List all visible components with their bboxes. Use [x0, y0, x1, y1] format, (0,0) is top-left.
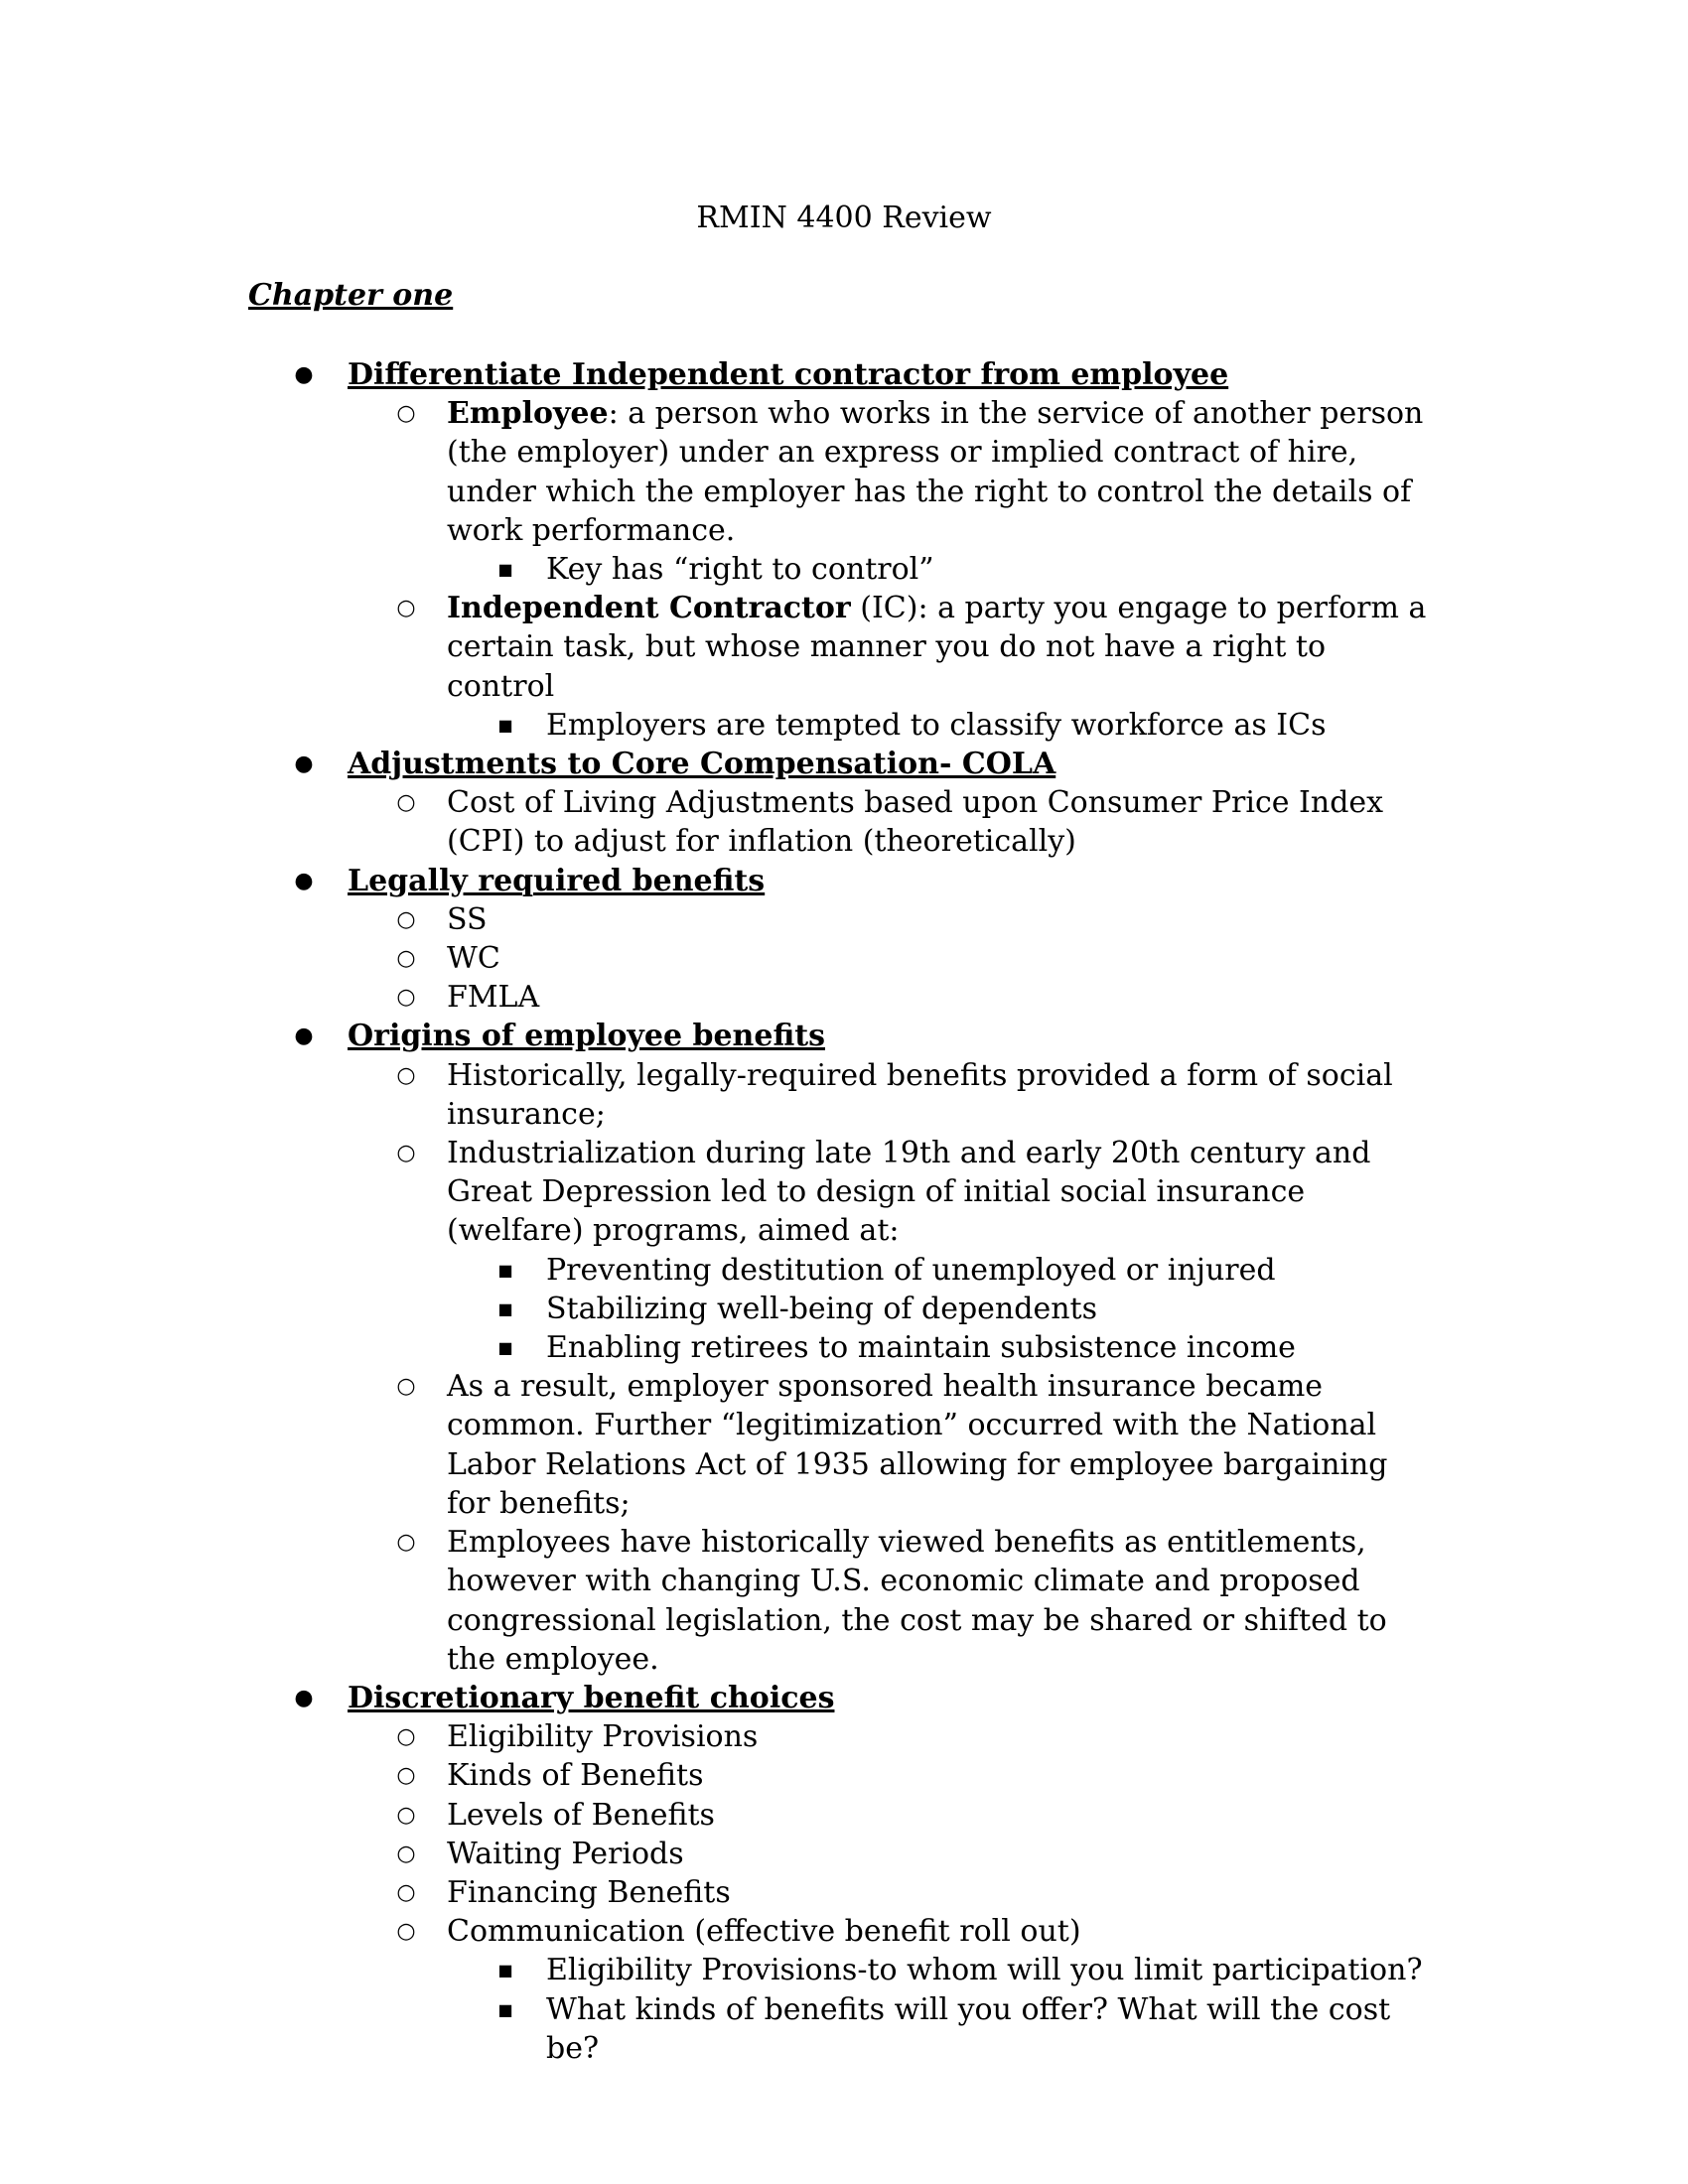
list-item — [0, 939, 1688, 978]
term-label: Employee — [447, 396, 609, 432]
section-heading — [0, 355, 1688, 394]
sub-list-item — [0, 1328, 1688, 1367]
section-heading — [0, 745, 1688, 783]
sub-list-item-text: Eligibility Provisions-to whom will you limit participation? — [546, 1953, 1423, 1988]
list-item — [0, 589, 1688, 706]
circle-bullet-icon: ○ — [396, 906, 416, 932]
circle-bullet-icon: ○ — [396, 596, 416, 621]
list-item-text: Kinds of Benefits — [447, 1758, 704, 1794]
section-heading-text: Legally required benefits — [348, 863, 766, 898]
circle-bullet-icon: ○ — [396, 1919, 416, 1945]
sub-list-item-text: Employers are tempted to classify workforce as ICs — [546, 707, 1327, 743]
sub-list-item — [0, 550, 1688, 589]
list-item-text: Eligibility Provisions — [447, 1719, 759, 1755]
list-item — [0, 1367, 1688, 1523]
list-item-text: Waiting Periods — [447, 1836, 684, 1871]
section-heading-text: Origins of employee benefits — [348, 1019, 825, 1054]
sub-list-item — [0, 1251, 1688, 1290]
list-item — [0, 1873, 1688, 1912]
term-label: Independent Contractor — [447, 591, 851, 626]
list-item — [0, 1835, 1688, 1873]
square-bullet-icon: ■ — [497, 560, 513, 580]
list-item — [0, 1796, 1688, 1835]
square-bullet-icon: ■ — [497, 1961, 513, 1980]
circle-bullet-icon: ○ — [396, 1841, 416, 1866]
sub-list-item-text: Preventing destitution of unemployed or injured — [546, 1252, 1276, 1288]
list-item — [0, 1056, 1688, 1134]
disc-bullet-icon: ● — [294, 1685, 314, 1710]
list-item-text — [447, 589, 1440, 706]
document-title: RMIN 4400 Review — [696, 201, 992, 235]
section-heading — [0, 1679, 1688, 1717]
list-item — [0, 783, 1688, 861]
term-definition: (IC): a party you engage to perform a certain task, but whose manner you do not have a right to control — [447, 591, 1427, 704]
square-bullet-icon: ■ — [497, 1298, 513, 1318]
circle-bullet-icon: ○ — [396, 985, 416, 1011]
square-bullet-icon: ■ — [497, 1260, 513, 1280]
circle-bullet-icon: ○ — [396, 1530, 416, 1556]
term-definition: : a person who works in the service of another person (the employer) under an express or implied contract of hire, under which the employer has the right to control the details of work performance. — [447, 396, 1424, 548]
review-outline — [0, 355, 1688, 2068]
disc-bullet-icon: ● — [294, 868, 314, 893]
disc-bullet-icon: ● — [294, 362, 314, 387]
sub-list-item-text: Enabling retirees to maintain subsistence income — [546, 1330, 1296, 1366]
circle-bullet-icon: ○ — [396, 1374, 416, 1400]
circle-bullet-icon: ○ — [396, 946, 416, 972]
list-item — [0, 1523, 1688, 1679]
sub-list-item-text: What kinds of benefits will you offer? What will the cost be? — [546, 1991, 1391, 2066]
section-heading-text: Differentiate Independent contractor from employee — [348, 357, 1229, 392]
list-item — [0, 1756, 1688, 1795]
circle-bullet-icon: ○ — [396, 1763, 416, 1789]
list-item-text: As a result, employer sponsored health insurance became common. Further “legitimization” occurred with the National Labor Relations Act of 1935 allowing for employee bargaining for benefits; — [447, 1369, 1388, 1521]
list-item — [0, 978, 1688, 1017]
section-heading — [0, 862, 1688, 900]
disc-bullet-icon: ● — [294, 751, 314, 777]
section-heading-text: Discretionary benefit choices — [348, 1680, 835, 1715]
list-item-text: SS — [447, 901, 488, 937]
circle-bullet-icon: ○ — [396, 790, 416, 816]
sub-list-item — [0, 706, 1688, 745]
circle-bullet-icon: ○ — [396, 1879, 416, 1905]
square-bullet-icon: ■ — [497, 1338, 513, 1358]
list-item-text: WC — [447, 941, 500, 977]
sub-list-item-text: Stabilizing well-being of dependents — [546, 1291, 1097, 1326]
list-item-text: Communication (effective benefit roll out) — [447, 1914, 1081, 1950]
circle-bullet-icon: ○ — [396, 1724, 416, 1750]
circle-bullet-icon: ○ — [396, 1062, 416, 1088]
sub-list-item-text: Key has “right to control” — [546, 552, 934, 588]
sub-list-item — [0, 1990, 1688, 2068]
sub-list-item — [0, 1290, 1688, 1328]
list-item-text: Levels of Benefits — [447, 1797, 715, 1833]
list-item — [0, 1134, 1688, 1251]
list-item-text — [447, 394, 1440, 550]
list-item — [0, 1717, 1688, 1756]
list-item — [0, 394, 1688, 550]
list-item-text: Employees have historically viewed benefits as entitlements, however with changing U.S. economic climate and proposed congressional legislation, the cost may be shared or shifted to the employee. — [447, 1525, 1387, 1677]
circle-bullet-icon: ○ — [396, 1141, 416, 1166]
sub-list-item — [0, 1951, 1688, 1989]
list-item-text: Industrialization during late 19th and early 20th century and Great Depression led to design of initial social insurance (welfare) programs, aimed at: — [447, 1136, 1371, 1249]
list-item-text: Cost of Living Adjustments based upon Consumer Price Index (CPI) to adjust for inflation (theoretically) — [447, 785, 1384, 860]
chapter-heading: Chapter one — [248, 278, 454, 313]
list-item — [0, 900, 1688, 939]
square-bullet-icon: ■ — [497, 715, 513, 735]
square-bullet-icon: ■ — [497, 1999, 513, 2019]
list-item — [0, 1912, 1688, 1951]
list-item-text: FMLA — [447, 980, 540, 1016]
circle-bullet-icon: ○ — [396, 401, 416, 427]
list-item-text: Financing Benefits — [447, 1874, 731, 1910]
list-item-text: Historically, legally-required benefits provided a form of social insurance; — [447, 1057, 1393, 1132]
disc-bullet-icon: ● — [294, 1024, 314, 1049]
circle-bullet-icon: ○ — [396, 1802, 416, 1828]
section-heading-text: Adjustments to Core Compensation- COLA — [348, 747, 1056, 782]
section-heading — [0, 1017, 1688, 1055]
